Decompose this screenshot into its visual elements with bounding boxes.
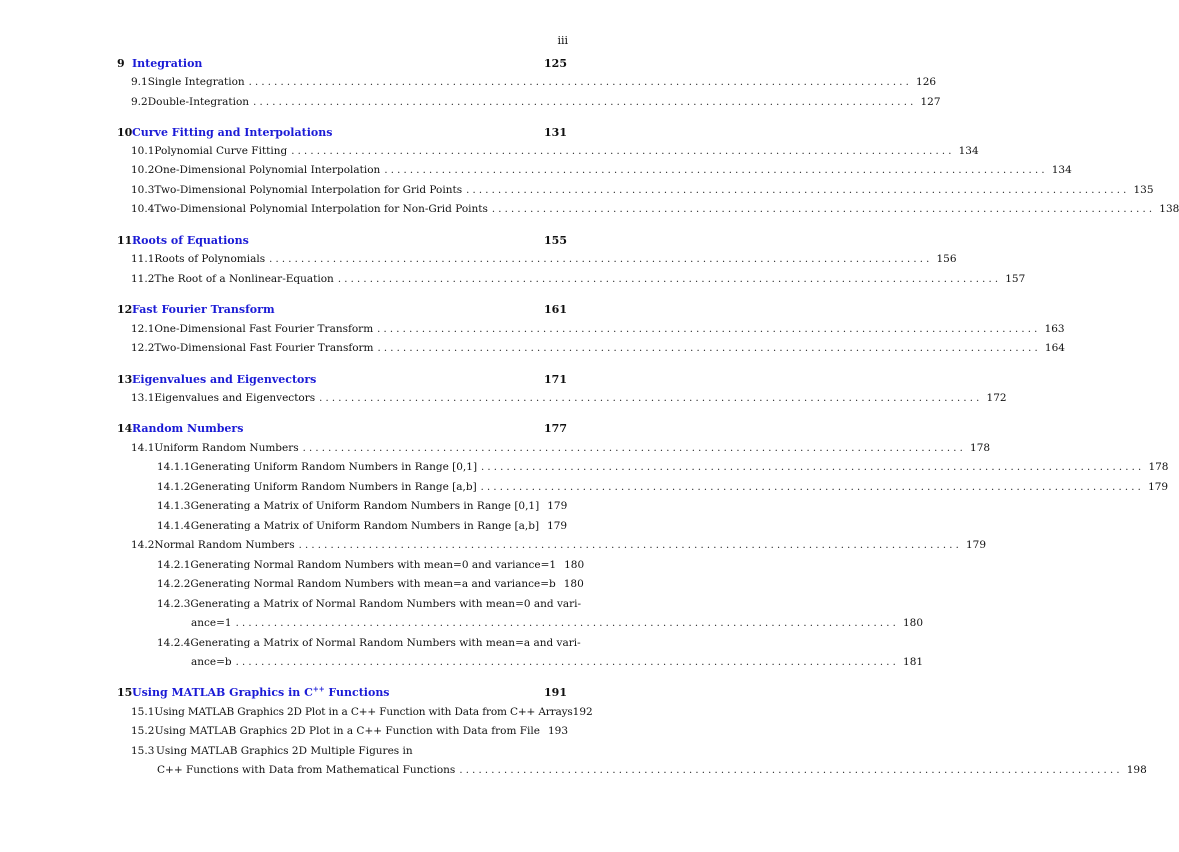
leader-dots: ........................................................................................................ — [248, 77, 913, 88]
subsection-page: 181 — [903, 656, 924, 668]
section-title: Using MATLAB Graphics 2D Multiple Figures in — [156, 745, 413, 757]
section-title: Double-Integration — [147, 96, 250, 108]
leader-dots: ........................................................................................................ — [466, 185, 1130, 196]
section-page: 156 — [936, 253, 957, 265]
section-title: Single Integration — [147, 76, 245, 88]
section-title-continuation: C++ Functions with Data from Mathematical Functions — [157, 764, 456, 776]
chapter-number: 14 — [117, 422, 133, 435]
subsection-page: 180 — [903, 617, 924, 629]
section-number: 14.2 — [131, 539, 155, 551]
toc-subentry[interactable] — [157, 481, 1169, 497]
subsection-number: 14.2.1 — [157, 559, 191, 571]
section-page: 198 — [1126, 764, 1147, 776]
subsection-title: Generating a Matrix of Uniform Random Numbers in Range [0,1] — [190, 500, 540, 512]
section-page: 134 — [958, 145, 979, 157]
leader-dots: ........................................................................................................ — [459, 765, 1123, 776]
toc-subentry[interactable] — [157, 461, 1169, 477]
toc-entry[interactable] — [131, 442, 991, 458]
section-number: 13.1 — [131, 392, 155, 404]
subsection-page: 179 — [547, 520, 568, 532]
chapter-page: 125 — [544, 57, 567, 70]
section-title: Using MATLAB Graphics 2D Plot in a C++ Function with Data from File — [154, 725, 540, 737]
toc-chapter-13[interactable] — [117, 373, 567, 389]
subsection-page: 179 — [547, 500, 568, 512]
toc-entry[interactable] — [131, 253, 957, 269]
subsection-number: 14.2.2 — [157, 578, 191, 590]
subsection-title: Generating a Matrix of Normal Random Numbers with mean=0 and vari- — [190, 598, 582, 610]
chapter-page: 155 — [544, 234, 567, 247]
toc-entry[interactable] — [131, 184, 1154, 200]
chapter-title-link[interactable]: Integration — [132, 57, 203, 70]
subsection-page: 180 — [564, 559, 585, 571]
section-title: Roots of Polynomials — [154, 253, 266, 265]
subsection-title: Generating a Matrix of Uniform Random Numbers in Range [a,b] — [190, 520, 540, 532]
toc-subentry-continuation[interactable] — [191, 617, 924, 633]
section-number: 12.1 — [131, 323, 155, 335]
toc-chapter-14[interactable] — [117, 422, 567, 438]
subsection-title: Generating Uniform Random Numbers in Range [0,1] — [190, 461, 478, 473]
chapter-number: 15 — [117, 686, 133, 699]
subsection-title: Generating Normal Random Numbers with mean=a and variance=b — [190, 578, 556, 590]
section-number: 11.2 — [131, 273, 155, 285]
subsection-page: 180 — [563, 578, 584, 590]
leader-dots: ........................................................................................................ — [319, 393, 983, 404]
chapter-number: 13 — [117, 373, 133, 386]
section-page: 164 — [1044, 342, 1065, 354]
toc-entry[interactable] — [131, 342, 1065, 358]
leader-dots: ........................................................................................................ — [377, 343, 1041, 354]
toc-entry[interactable] — [131, 145, 979, 161]
leader-dots: ........................................................................................................ — [384, 165, 1048, 176]
subsection-title-continuation: ance=b — [191, 656, 232, 668]
section-number: 9.1 — [131, 76, 148, 88]
toc-entry[interactable]: 15.1 Using MATLAB Graphics 2D Plot in a C++ Function with Data from C++ Arrays 192 — [131, 706, 593, 718]
section-title: Two-Dimensional Polynomial Interpolation for Grid Points — [154, 184, 463, 196]
toc-subentry[interactable] — [157, 637, 581, 653]
chapter-number: 11 — [117, 234, 133, 247]
chapter-title-part: Using MATLAB Graphics in C — [132, 686, 313, 699]
section-title: The Root of a Nonlinear-Equation — [154, 273, 334, 285]
section-number: 11.1 — [131, 253, 155, 265]
subsection-page: 178 — [1148, 461, 1169, 473]
chapter-title-end: Functions — [324, 686, 390, 699]
section-page: 172 — [986, 392, 1007, 404]
section-title: Two-Dimensional Polynomial Interpolation for Non-Grid Points — [154, 203, 488, 215]
leader-dots: ........................................................................................................ — [491, 204, 1156, 215]
subsection-number: 14.1.4 — [157, 520, 191, 532]
toc-subentry[interactable] — [157, 559, 585, 575]
section-title: One-Dimensional Fast Fourier Transform — [154, 323, 374, 335]
section-page: 193 — [547, 725, 569, 737]
subsection-number: 14.2.3 — [157, 598, 191, 610]
section-title: Two-Dimensional Fast Fourier Transform — [154, 342, 374, 354]
toc-chapter-11[interactable] — [117, 234, 567, 250]
chapter-title-superscript: ++ — [312, 684, 325, 694]
section-number: 10.3 — [131, 184, 155, 196]
section-number: 10.4 — [131, 203, 155, 215]
toc-subentry[interactable] — [157, 500, 567, 516]
leader-dots: ........................................................................................................ — [291, 146, 955, 157]
leader-dots: ........................................................................................................ — [302, 443, 967, 454]
leader-dots: ........................................................................................................ — [480, 482, 1145, 493]
subsection-number: 14.1.1 — [157, 461, 191, 473]
section-number: 9.2 — [131, 96, 148, 108]
subsection-title: Generating Normal Random Numbers with mean=0 and variance=1 — [190, 559, 557, 571]
section-number: 15.2 — [131, 725, 155, 737]
leader-dots: ........................................................................................................ — [377, 324, 1041, 335]
chapter-page: 191 — [544, 686, 567, 699]
subsection-number: 14.1.2 — [157, 481, 191, 493]
toc-entry[interactable] — [131, 96, 941, 112]
toc-subentry[interactable] — [157, 598, 582, 614]
toc-entry[interactable] — [131, 203, 1179, 219]
section-number: 14.1 — [131, 442, 155, 454]
chapter-page: 161 — [544, 303, 567, 316]
section-title: One-Dimensional Polynomial Interpolation — [154, 164, 381, 176]
leader-dots: ........................................................................................................ — [481, 462, 1145, 473]
section-page: 135 — [1133, 184, 1154, 196]
leader-dots: ........................................................................................................ — [269, 254, 933, 265]
section-title: Using MATLAB Graphics 2D Plot in a C++ Function with Data from C++ Arrays — [154, 706, 573, 718]
leader-dots: ........................................................................................................ — [235, 618, 899, 629]
toc-chapter-15[interactable] — [117, 686, 567, 702]
toc-chapter-10[interactable] — [117, 126, 567, 142]
subsection-title-continuation: ance=1 — [191, 617, 232, 629]
chapter-number: 9 — [117, 57, 125, 70]
chapter-number: 12 — [117, 303, 133, 316]
section-number: 10.2 — [131, 164, 155, 176]
subsection-number: 14.1.3 — [157, 500, 191, 512]
chapter-title-link[interactable]: Roots of Equations — [132, 234, 249, 247]
section-title: Uniform Random Numbers — [154, 442, 299, 454]
section-page: 157 — [1005, 273, 1026, 285]
toc-subentry-continuation[interactable] — [191, 656, 924, 672]
section-number: 15.3 — [131, 745, 155, 757]
section-page: 138 — [1159, 203, 1179, 215]
toc-entry[interactable] — [131, 164, 1072, 180]
toc-entry[interactable] — [131, 76, 937, 92]
chapter-title-link[interactable]: Curve Fitting and Interpolations — [132, 126, 333, 139]
section-page: 134 — [1051, 164, 1072, 176]
page-number: iii — [557, 34, 568, 47]
toc-entry[interactable] — [131, 323, 1065, 339]
toc-chapter-9[interactable] — [117, 57, 567, 73]
section-page: 163 — [1044, 323, 1065, 335]
chapter-page: 131 — [544, 126, 567, 139]
section-page: 179 — [965, 539, 987, 551]
toc-entry[interactable] — [131, 725, 567, 741]
section-title: Polynomial Curve Fitting — [154, 145, 288, 157]
toc-entry[interactable] — [131, 745, 567, 761]
chapter-title-link[interactable] — [132, 686, 390, 699]
toc-entry[interactable] — [131, 273, 1026, 289]
subsection-title: Generating Uniform Random Numbers in Range [a,b] — [190, 481, 477, 493]
section-page: 178 — [970, 442, 991, 454]
section-page: 126 — [916, 76, 937, 88]
chapter-title-link[interactable]: Fast Fourier Transform — [132, 303, 275, 316]
subsection-title: Generating a Matrix of Normal Random Numbers with mean=a and vari- — [190, 637, 581, 649]
toc-entry[interactable] — [131, 539, 987, 555]
section-title: Eigenvalues and Eigenvectors — [154, 392, 316, 404]
chapter-title-link[interactable]: Eigenvalues and Eigenvectors — [132, 373, 317, 386]
toc-chapter-12[interactable] — [117, 303, 567, 319]
toc-entry[interactable] — [131, 392, 1007, 408]
subsection-page: 179 — [1148, 481, 1169, 493]
leader-dots: ........................................................................................................ — [253, 97, 917, 108]
leader-dots: ........................................................................................................ — [337, 274, 1002, 285]
chapter-title-link[interactable]: Random Numbers — [132, 422, 244, 435]
toc-entry-continuation[interactable] — [157, 764, 1147, 780]
chapter-page: 171 — [544, 373, 567, 386]
section-number: 10.1 — [131, 145, 155, 157]
section-page: 127 — [920, 96, 941, 108]
section-number: 12.2 — [131, 342, 155, 354]
toc-subentry[interactable] — [157, 520, 567, 536]
toc-subentry[interactable] — [157, 578, 584, 594]
section-title: Normal Random Numbers — [154, 539, 295, 551]
subsection-number: 14.2.4 — [157, 637, 191, 649]
leader-dots: ........................................................................................................ — [235, 657, 900, 668]
chapter-page: 177 — [544, 422, 567, 435]
chapter-number: 10 — [117, 126, 133, 139]
section-number: 15.1 — [131, 706, 155, 718]
leader-dots: ........................................................................................................ — [298, 540, 962, 551]
